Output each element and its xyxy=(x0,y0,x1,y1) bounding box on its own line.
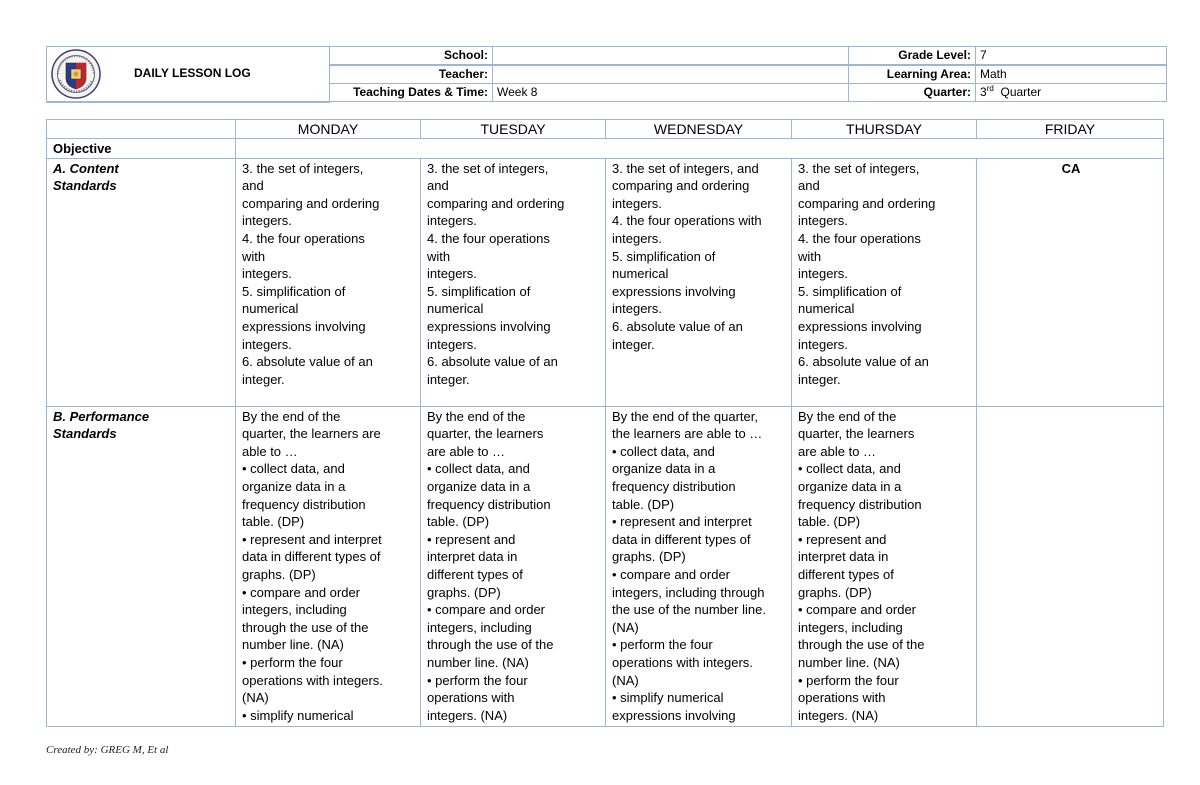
content-standards-label: A. Content Standards xyxy=(47,158,236,406)
content-standards-monday: 3. the set of integers, and comparing and ordering integers. 4. the four operations with integers. 5. simplification of numerical expressions involving integers. 6. absolute value of an integer. xyxy=(236,158,421,406)
learning-area-value: Math xyxy=(976,65,1167,84)
performance-standards-row xyxy=(47,406,1164,726)
performance-standards-friday xyxy=(977,406,1164,726)
day-header-row xyxy=(47,120,1164,139)
teacher-value xyxy=(493,65,849,84)
day-header-monday: MONDAY xyxy=(236,120,421,139)
teaching-dates-label: Teaching Dates & Time: xyxy=(330,84,493,102)
content-standards-wednesday: 3. the set of integers, and comparing and ordering integers. 4. the four operations with integers. 5. simplification of numerical expressions involving integers. 6. absolute value of an integer. xyxy=(606,158,792,406)
performance-standards-thursday: By the end of the quarter, the learners are able to … • collect data, and organize data in a frequency distribution table. (DP) • represent and interpret data in different types of graphs. (DP) • compare and order integers, including through the use of the number line. (NA) • perform the four operations with integers. (NA) xyxy=(792,406,977,726)
learning-area-label: Learning Area: xyxy=(849,65,976,84)
quarter-word: Quarter xyxy=(1000,85,1042,99)
objective-row xyxy=(47,139,1164,159)
quarter-label: Quarter: xyxy=(849,84,976,102)
performance-standards-monday: By the end of the quarter, the learners are able to … • collect data, and organize data in a frequency distribution table. (DP) • represent and interpret data in different types of graphs. (DP) • compare and order integers, including through the use of the number line. (NA) • perform the four operations with integers. (NA) • simplify numerical xyxy=(236,406,421,726)
content-standards-tuesday: 3. the set of integers, and comparing and ordering integers. 4. the four operations with integers. 5. simplification of numerical expressions involving integers. 6. absolute value of an integer. xyxy=(421,158,606,406)
grade-level-label: Grade Level: xyxy=(849,47,976,66)
school-value xyxy=(493,47,849,66)
header-brand xyxy=(47,47,330,102)
objective-span xyxy=(236,139,1164,159)
performance-standards-wednesday: By the end of the quarter, the learners are able to … • collect data, and organize data in a frequency distribution table. (DP) • represent and interpret data in different types of graphs. (DP) • compare and order integers, including through the use of the number line. (NA) • perform the four operations with integers. (NA) • simplify numerical expressions involving xyxy=(606,406,792,726)
quarter-number: 3 xyxy=(980,85,987,99)
day-header-wednesday: WEDNESDAY xyxy=(606,120,792,139)
performance-standards-tuesday: By the end of the quarter, the learners are able to … • collect data, and organize data in a frequency distribution table. (DP) • represent and interpret data in different types of graphs. (DP) • compare and order integers, including through the use of the number line. (NA) • perform the four operations with integers. (NA) xyxy=(421,406,606,726)
day-header-friday: FRIDAY xyxy=(977,120,1164,139)
deped-seal-icon xyxy=(50,48,102,100)
footer-credit: Created by: GREG M, Et al xyxy=(46,744,169,756)
content-standards-thursday: 3. the set of integers, and comparing and ordering integers. 4. the four operations with integers. 5. simplification of numerical expressions involving integers. 6. absolute value of an integer. xyxy=(792,158,977,406)
content-standards-friday: CA xyxy=(977,158,1164,406)
objective-label: Objective xyxy=(47,139,236,159)
teaching-dates-value: Week 8 xyxy=(493,84,849,102)
day-header-tuesday: TUESDAY xyxy=(421,120,606,139)
grade-level-value: 7 xyxy=(976,47,1167,66)
lesson-table xyxy=(46,119,1164,727)
quarter-value xyxy=(976,84,1167,102)
teacher-label: Teacher: xyxy=(330,65,493,84)
school-label: School: xyxy=(330,47,493,66)
header-table xyxy=(46,46,1167,103)
corner-cell xyxy=(47,120,236,139)
quarter-suffix: rd xyxy=(986,84,994,93)
performance-standards-label: B. Performance Standards xyxy=(47,406,236,726)
content-standards-row xyxy=(47,158,1164,406)
document-title: DAILY LESSON LOG xyxy=(134,66,251,81)
day-header-thursday: THURSDAY xyxy=(792,120,977,139)
